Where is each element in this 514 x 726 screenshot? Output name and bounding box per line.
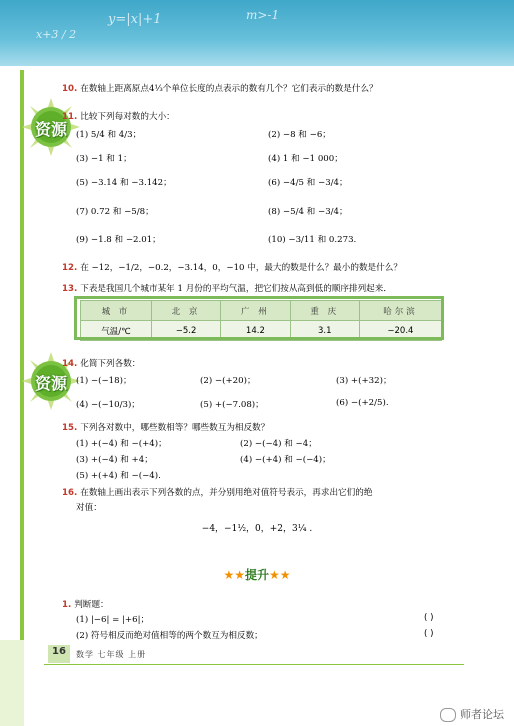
- question-number: 12.: [62, 263, 78, 273]
- table-header-cell: 重 庆: [290, 301, 359, 321]
- badge-label: 资源: [34, 374, 67, 393]
- question-number: 11.: [62, 112, 78, 122]
- question-intro: 化简下列各数：: [80, 359, 141, 369]
- question-text-cont: 对值：: [76, 503, 102, 513]
- compare-item: (9) −1.8 和 −2.01；: [76, 235, 161, 245]
- pair-item: (2) −(−4) 和 −4；: [240, 439, 317, 449]
- question-1: [62, 598, 109, 610]
- stars-icon: ★★: [223, 568, 245, 582]
- section-title: 提升: [244, 568, 269, 582]
- header-band: [0, 0, 514, 66]
- table-cell: 14.2: [221, 321, 290, 341]
- table-cell: −5.2: [151, 321, 220, 341]
- question-text: 下列各对数中，哪些数相等？哪些数互为相反数？: [80, 423, 270, 433]
- table-header-cell: 广 州: [221, 301, 290, 321]
- simplify-item: (1) −(−18)；: [76, 376, 132, 386]
- simplify-item: (5) +(−7.08)；: [200, 400, 264, 410]
- resource-badge[interactable]: [22, 98, 80, 156]
- question-number: 10.: [62, 84, 78, 94]
- table-header-cell: 哈尔滨: [359, 301, 441, 321]
- compare-item: (4) 1 和 −1 000；: [268, 154, 343, 164]
- table-row: [81, 321, 442, 341]
- pair-item: (3) +(−4) 和 +4；: [76, 455, 153, 465]
- table-cell: 气温/℃: [81, 321, 152, 341]
- simplify-item: (6) −(+2/5).: [336, 398, 389, 408]
- question-12: [62, 261, 402, 273]
- compare-item: (5) −3.14 和 −3.142；: [76, 178, 172, 188]
- page-number: 16: [52, 646, 66, 657]
- stars-icon: ★★: [269, 568, 291, 582]
- question-10: [62, 82, 378, 94]
- compare-item: (8) −5/4 和 −3/4；: [268, 207, 348, 217]
- compare-item: (1) 5/4 和 4/3；: [76, 130, 142, 140]
- question-14: [62, 357, 140, 369]
- compare-item: (7) 0.72 和 −5/8；: [76, 207, 154, 217]
- badge-label: 资源: [34, 120, 67, 139]
- temperature-table: [80, 300, 442, 341]
- judge-item: (2) 符号相反而绝对值相等的两个数互为相反数；: [76, 631, 263, 641]
- question-intro: 比较下列每对数的大小：: [80, 112, 175, 122]
- question-intro: 判断题：: [74, 600, 109, 610]
- answer-blank[interactable]: ( ): [424, 629, 434, 639]
- table-header-row: [81, 301, 442, 321]
- pair-item: (4) −(+4) 和 −(−4)；: [240, 455, 331, 465]
- question-number: 14.: [62, 359, 78, 369]
- question-number: 13.: [62, 284, 78, 294]
- compare-item: (6) −4/5 和 −3/4；: [268, 178, 348, 188]
- pair-item: (5) +(+4) 和 −(−4).: [76, 471, 161, 481]
- compare-item: (10) −3/11 和 0.273.: [268, 235, 357, 245]
- footer-divider: [44, 664, 464, 665]
- simplify-item: (4) −(−10/3)；: [76, 400, 140, 410]
- table-header-cell: 北 京: [151, 301, 220, 321]
- question-13: [62, 282, 392, 294]
- judge-item: (1) |−6| = |+6|；: [76, 615, 150, 625]
- question-11: [62, 110, 175, 122]
- header-formula: x+3 / 2: [36, 28, 77, 41]
- compare-item: (3) −1 和 1；: [76, 154, 132, 164]
- table-cell: 3.1: [290, 321, 359, 341]
- question-15: [62, 421, 269, 433]
- header-formula: m>-1: [246, 8, 280, 22]
- question-16: [62, 486, 372, 498]
- simplify-item: (3) +(+32)；: [336, 376, 392, 386]
- question-number: 1.: [62, 600, 72, 610]
- watermark: [440, 706, 504, 722]
- compare-item: (2) −8 和 −6；: [268, 130, 331, 140]
- chat-icon: [440, 708, 456, 722]
- question-text: 下表是我国几个城市某年 1 月份的平均气温，把它们按从高到低的顺序排列起来．: [80, 284, 392, 294]
- footer-margin: [0, 640, 24, 726]
- number-list: −4，−1½，0，+2，3¼ .: [201, 524, 313, 534]
- question-number: 15.: [62, 423, 78, 433]
- table-cell: −20.4: [359, 321, 441, 341]
- table-header-cell: 城 市: [81, 301, 152, 321]
- answer-blank[interactable]: ( ): [424, 613, 434, 623]
- book-title: 数学 七年级 上册: [76, 650, 147, 659]
- watermark-text: 师者论坛: [460, 708, 504, 721]
- question-text: 在数轴上距离原点4⅓个单位长度的点表示的数有几个？它们表示的数是什么？: [80, 84, 378, 94]
- simplify-item: (2) −(+20)；: [200, 376, 256, 386]
- question-text: 在数轴上画出表示下列各数的点，并分别用绝对值符号表示，再求出它们的绝: [80, 488, 373, 498]
- header-formula: y=|x|+1: [108, 12, 162, 27]
- pair-item: (1) +(−4) 和 −(+4)；: [76, 439, 167, 449]
- question-number: 16.: [62, 488, 78, 498]
- section-heading: [0, 566, 514, 583]
- question-text: 在 −12，−1/2，−0.2，−3.14，0，−10 中，最大的数是什么？最小的数是什么？: [80, 263, 402, 273]
